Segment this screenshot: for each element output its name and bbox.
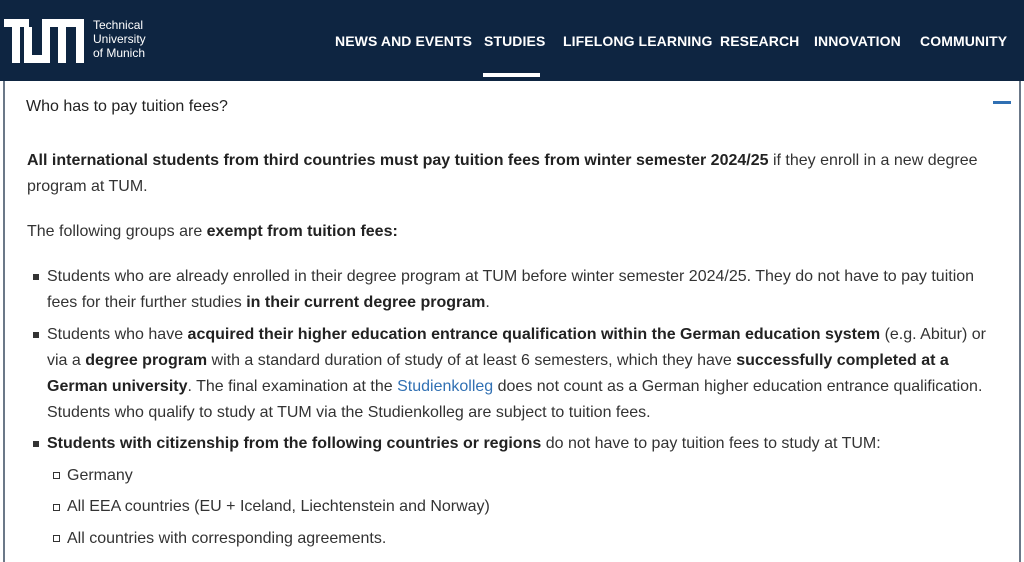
bullet-text: with a standard duration of study of at least 6 semesters, which they have [207,352,737,369]
brand-line-1: Technical [93,18,144,32]
hollow-square-icon [53,472,60,479]
bullet-square-icon [33,274,39,280]
nav-news-and-events[interactable]: NEWS AND EVENTS [335,33,473,49]
sub-item-eea: All EEA countries (EU + Iceland, Liechtenstein and Norway) [67,498,490,515]
exempt-text: The following groups are [27,223,207,240]
bullet-citizenship [47,431,1007,457]
sub-item-agreements: All countries with corresponding agreements. [67,530,387,547]
bullet-bold: Students with citizenship from the following countries or regions [47,435,542,452]
bullet-text: (e.g. Abitur) or via a [47,326,986,369]
site-header [0,0,1024,81]
bullet-square-icon [33,441,39,447]
intro-bold: All international students from third countries must pay tuition fees from winter semester 2024/25 [27,152,769,169]
hollow-square-icon [53,535,60,542]
sub-item-germany: Germany [67,467,133,484]
bullet-text: . [485,294,490,311]
nav-innovation[interactable]: INNOVATION [814,33,901,49]
brand-line-2: University [93,32,146,46]
bullet-text: do not have to pay tuition fees to study at TUM: [541,435,881,452]
bullet-bold: successfully completed at a German university [47,352,949,395]
bullet-enrolled-students [47,264,1007,316]
intro-rest: if they enroll in a new degree program at TUM. [27,152,978,195]
accordion-title[interactable]: Who has to pay tuition fees? [26,98,228,115]
nav-community[interactable]: COMMUNITY [920,33,1008,49]
nav-lifelong-learning[interactable]: LIFELONG LEARNING [563,33,713,49]
university-name [93,18,146,60]
intro-paragraph [27,148,987,200]
bullet-german-qualification [47,322,1007,426]
tum-logo[interactable] [4,19,84,63]
nav-studies[interactable]: STUDIES [484,33,546,49]
bullet-text: . The final examination at the [187,378,398,395]
bullet-text: Students who have [47,326,188,343]
exempt-bold: exempt from tuition fees: [206,223,398,240]
exempt-paragraph [27,219,987,245]
active-nav-indicator [483,73,540,77]
hollow-square-icon [53,504,60,511]
bullet-square-icon [33,332,39,338]
nav-research[interactable]: RESEARCH [720,33,800,49]
bullet-text: Students who are already enrolled in their degree program at TUM before winter semester 2024/25. They do not have to pay tuition fees for their further studies [47,268,975,311]
bullet-bold: acquired their higher education entrance qualification within the German education system [187,326,881,343]
bullet-bold: degree program [85,352,208,369]
studienkolleg-link[interactable]: Studienkolleg [397,378,494,395]
bullet-bold: in their current degree program [246,294,486,311]
minus-icon[interactable] [993,101,1011,104]
bullet-text: does not count as a German higher education entrance qualification. Students who qualify to study at TUM via the Studienkolleg are subject to tuition fees. [47,378,983,421]
brand-line-3: of Munich [93,46,146,60]
